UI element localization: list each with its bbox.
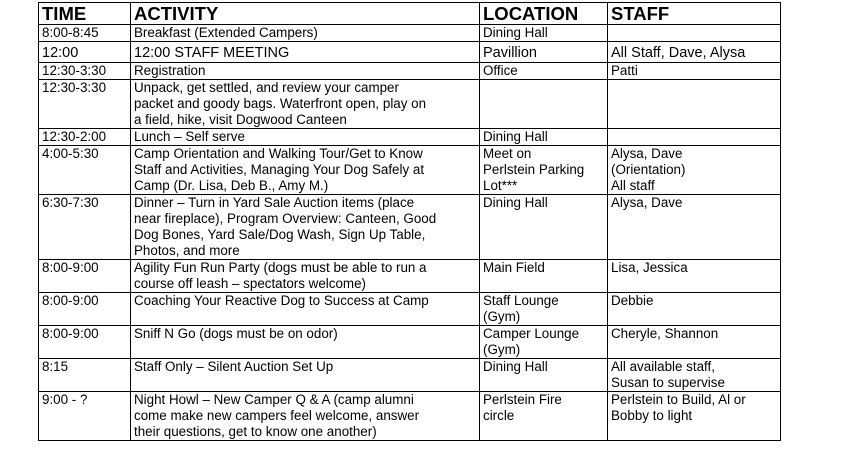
- cell-activity: Registration: [131, 63, 480, 80]
- cell-location: [480, 80, 608, 129]
- cell-staff: [608, 129, 781, 146]
- cell-activity: Unpack, get settled, and review your camper packet and goody bags. Waterfront open, play on a field, hike, visit Dogwood Canteen: [131, 80, 480, 129]
- cell-time: 6:30-7:30: [39, 195, 131, 260]
- cell-staff: Alysa, Dave: [608, 195, 781, 260]
- cell-activity: Night Howl – New Camper Q & A (camp alumni come make new campers feel welcome, answer their questions, get to know one another): [131, 392, 480, 441]
- cell-location: Pavillion: [480, 42, 608, 63]
- cell-activity: Agility Fun Run Party (dogs must be able to run a course off leash – spectators welcome): [131, 260, 480, 293]
- table-row: [39, 326, 781, 359]
- cell-location: Dining Hall: [480, 195, 608, 260]
- cell-staff: Lisa, Jessica: [608, 260, 781, 293]
- cell-location: Perlstein Fire circle: [480, 392, 608, 441]
- cell-activity: Sniff N Go (dogs must be on odor): [131, 326, 480, 359]
- cell-time: 8:00-9:00: [39, 260, 131, 293]
- cell-staff: All available staff, Susan to supervise: [608, 359, 781, 392]
- cell-activity: Coaching Your Reactive Dog to Success at Camp: [131, 293, 480, 326]
- table-row: [39, 129, 781, 146]
- table-row: [39, 260, 781, 293]
- cell-staff: Perlstein to Build, Al or Bobby to light: [608, 392, 781, 441]
- header-time: TIME: [39, 3, 131, 25]
- header-row: [39, 3, 781, 25]
- cell-staff: [608, 25, 781, 42]
- table-row: [39, 195, 781, 260]
- schedule-rows: [39, 25, 781, 441]
- cell-location: Dining Hall: [480, 25, 608, 42]
- cell-staff: Alysa, Dave (Orientation) All staff: [608, 146, 781, 195]
- table-row: [39, 146, 781, 195]
- cell-time: 9:00 - ?: [39, 392, 131, 441]
- cell-activity: Lunch – Self serve: [131, 129, 480, 146]
- cell-time: 12:30-3:30: [39, 80, 131, 129]
- cell-activity: Dinner – Turn in Yard Sale Auction items (place near fireplace), Program Overview: Canteen, Good Dog Bones, Yard Sale/Dog Wash, Sign Up Table, Photos, and more: [131, 195, 480, 260]
- cell-location: Main Field: [480, 260, 608, 293]
- cell-location: Dining Hall: [480, 129, 608, 146]
- cell-activity: 12:00 STAFF MEETING: [131, 42, 480, 63]
- table-row: [39, 392, 781, 441]
- cell-location: Office: [480, 63, 608, 80]
- cell-location: Camper Lounge (Gym): [480, 326, 608, 359]
- cell-time: 4:00-5:30: [39, 146, 131, 195]
- header-activity: ACTIVITY: [131, 3, 480, 25]
- cell-location: Meet on Perlstein Parking Lot***: [480, 146, 608, 195]
- cell-time: 12:30-3:30: [39, 63, 131, 80]
- cell-staff: Cheryle, Shannon: [608, 326, 781, 359]
- cell-staff: All Staff, Dave, Alysa: [608, 42, 781, 63]
- cell-staff: Patti: [608, 63, 781, 80]
- cell-location: Staff Lounge (Gym): [480, 293, 608, 326]
- table-row: [39, 293, 781, 326]
- cell-time: 8:00-8:45: [39, 25, 131, 42]
- cell-activity: Camp Orientation and Walking Tour/Get to Know Staff and Activities, Managing Your Dog Safely at Camp (Dr. Lisa, Deb B., Amy M.): [131, 146, 480, 195]
- header-staff: STAFF: [608, 3, 781, 25]
- cell-activity: Staff Only – Silent Auction Set Up: [131, 359, 480, 392]
- table-row: [39, 359, 781, 392]
- table-row: [39, 42, 781, 63]
- header-location: LOCATION: [480, 3, 608, 25]
- cell-time: 8:00-9:00: [39, 326, 131, 359]
- cell-activity: Breakfast (Extended Campers): [131, 25, 480, 42]
- cell-time: 12:30-2:00: [39, 129, 131, 146]
- cell-staff: Debbie: [608, 293, 781, 326]
- cell-time: 8:00-9:00: [39, 293, 131, 326]
- schedule-table: [38, 2, 781, 441]
- cell-location: Dining Hall: [480, 359, 608, 392]
- table-row: [39, 63, 781, 80]
- cell-time: 12:00: [39, 42, 131, 63]
- table-row: [39, 25, 781, 42]
- cell-time: 8:15: [39, 359, 131, 392]
- table-row: [39, 80, 781, 129]
- cell-staff: [608, 80, 781, 129]
